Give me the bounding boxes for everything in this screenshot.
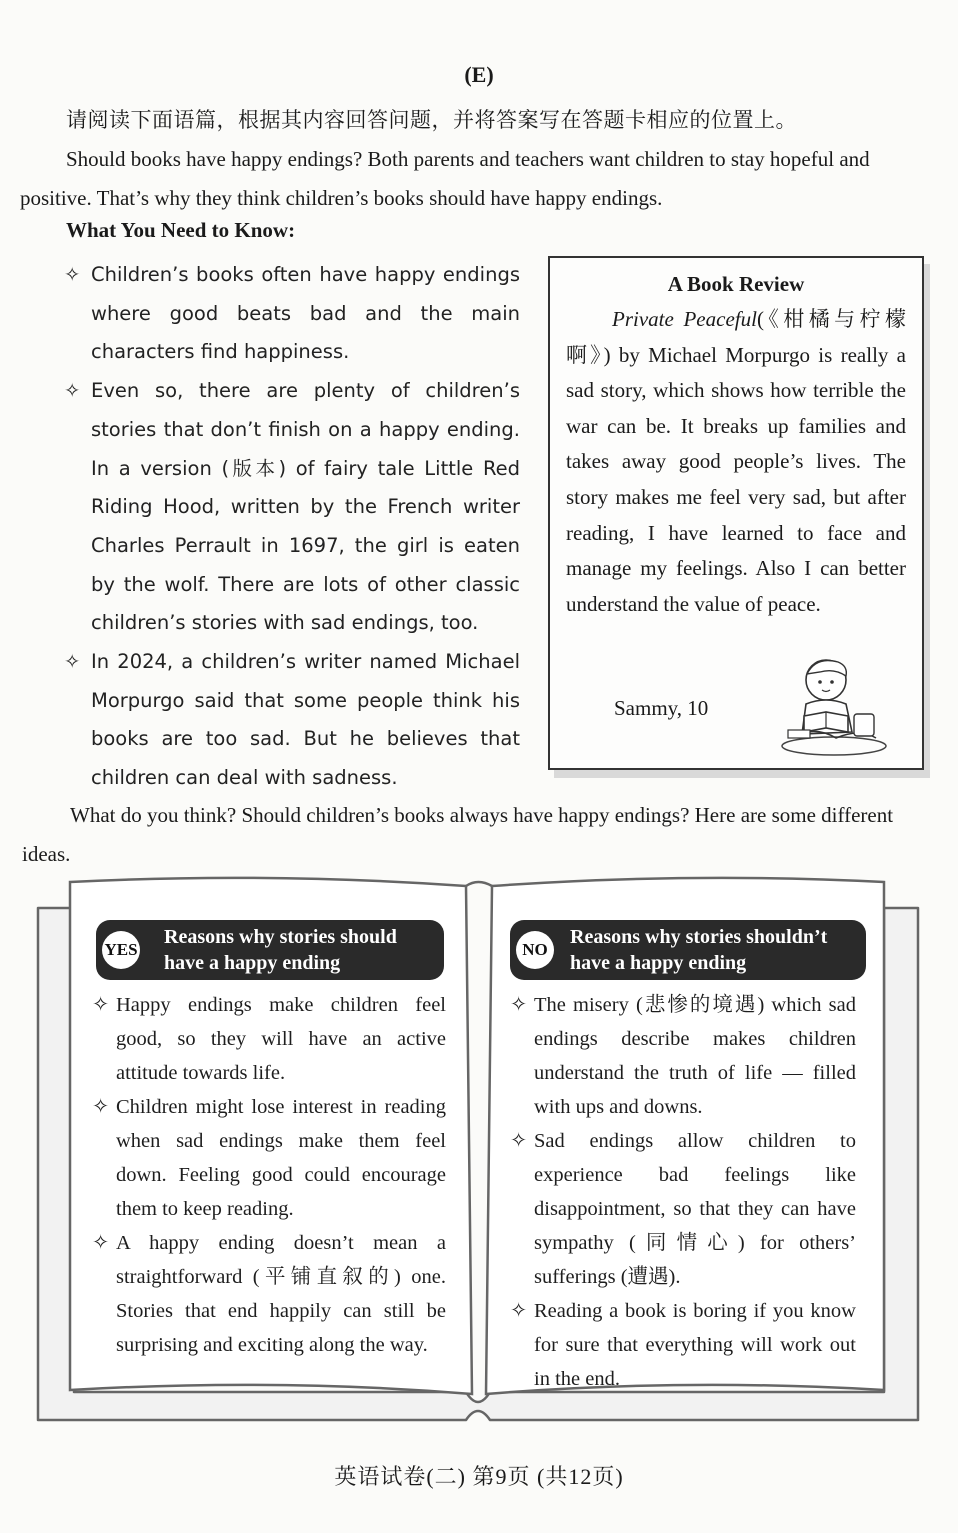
sparkle-bullet-icon: ✧ bbox=[510, 1130, 528, 1152]
list-item-text: Children’s books often have happy endings where good beats bad and the main characters find happiness. bbox=[91, 263, 520, 364]
book-review-box bbox=[548, 256, 924, 770]
list-item bbox=[510, 988, 856, 1124]
instruction-text: 请阅读下面语篇，根据其内容回答问题，并将答案写在答题卡相应的位置上。 bbox=[66, 108, 797, 132]
review-book-title-cn: (《柑橘与柠檬啊》) bbox=[566, 307, 906, 367]
list-item bbox=[64, 643, 520, 798]
sparkle-bullet-icon: ✧ bbox=[64, 379, 81, 403]
list-item bbox=[64, 256, 520, 372]
review-text: by Michael Morpurgo is really a sad story, which shows how terrible the war can be. It breaks up families and takes away good people’s lives. The story makes me feel very sad, but after reading, I have learned to face and manage my feelings. Also I can better understand the value of peace. bbox=[566, 342, 907, 616]
yes-title-line1: Reasons why stories should bbox=[164, 926, 397, 948]
no-badge: NO bbox=[516, 931, 554, 969]
boy-reading-illustration bbox=[776, 654, 888, 758]
list-item bbox=[64, 372, 520, 643]
list-item-text: Happy endings make children feel good, so they will have an active attitude towards life. bbox=[116, 994, 446, 1084]
open-book-panel bbox=[26, 872, 932, 1424]
need-to-know-heading: What You Need to Know: bbox=[66, 218, 296, 242]
sparkle-bullet-icon: ✧ bbox=[64, 650, 81, 674]
list-item-text: The misery (悲惨的境遇) which sad endings describe makes children understand the truth of life — filled with ups and downs. bbox=[534, 994, 856, 1118]
list-item-text: In 2024, a children’s writer named Michael Morpurgo said that some people think his books are too sad. But he believes that children can deal with sadness. bbox=[91, 650, 520, 790]
yes-reasons-list bbox=[92, 988, 446, 1362]
list-item bbox=[510, 1124, 856, 1294]
yes-title-line2: have a happy ending bbox=[164, 952, 341, 974]
review-book-title: Private Peaceful bbox=[612, 307, 757, 331]
list-item-text: Children might lose interest in reading when sad endings make them feel down. Feeling good could encourage them to keep reading. bbox=[116, 1096, 446, 1220]
sparkle-bullet-icon: ✧ bbox=[64, 263, 81, 286]
section-label: (E) bbox=[464, 62, 494, 87]
review-body bbox=[566, 302, 906, 622]
sparkle-bullet-icon: ✧ bbox=[92, 1232, 110, 1254]
intro-paragraph: Should books have happy endings? Both parents and teachers want children to stay hopeful and positive. That’s why they think children’s books should have happy endings. bbox=[20, 147, 870, 210]
no-title-line1: Reasons why stories shouldn’t bbox=[570, 926, 828, 948]
no-banner bbox=[510, 920, 866, 980]
list-item bbox=[92, 988, 446, 1090]
yes-banner bbox=[96, 920, 444, 980]
list-item-text: A happy ending doesn’t mean a straightforward (平铺直叙的) one. Stories that end happily can still be surprising and exciting along the way. bbox=[116, 1232, 446, 1356]
list-item-text: Sad endings allow children to experience bad feelings like disappointment, so that they can have sympathy (同情心) for others’ sufferings (遭遇). bbox=[534, 1130, 856, 1288]
list-item bbox=[92, 1226, 446, 1362]
yes-banner-title bbox=[164, 924, 397, 976]
sparkle-bullet-icon: ✧ bbox=[92, 1096, 110, 1118]
sparkle-bullet-icon: ✧ bbox=[510, 994, 528, 1016]
yes-badge: YES bbox=[102, 931, 140, 969]
list-item-text: Even so, there are plenty of children’s stories that don’t finish on a happy ending. In a version (版本) of fairy tale Little Red Riding Hood, written by the French writer Charles Perrault in 1697, the girl is eaten by the wolf. There are lots of other classic children’s stories with sad endings, too. bbox=[91, 379, 520, 635]
no-banner-title bbox=[570, 924, 827, 976]
list-item bbox=[92, 1090, 446, 1226]
no-title-line2: have a happy ending bbox=[570, 952, 747, 974]
review-title: A Book Review bbox=[667, 272, 805, 296]
page-footer: 英语试卷(二) 第9页 (共12页) bbox=[334, 1464, 624, 1489]
need-to-know-list bbox=[64, 256, 520, 798]
sparkle-bullet-icon: ✧ bbox=[510, 1300, 528, 1322]
list-item-text: Reading a book is boring if you know for sure that everything will work out in the end. bbox=[534, 1300, 856, 1390]
sparkle-bullet-icon: ✧ bbox=[92, 994, 110, 1016]
no-reasons-list bbox=[510, 988, 856, 1396]
question-paragraph: What do you think? Should children’s books always have happy endings? Here are some different ideas. bbox=[22, 803, 894, 866]
list-item bbox=[510, 1294, 856, 1396]
review-signature: Sammy, 10 bbox=[614, 696, 709, 720]
